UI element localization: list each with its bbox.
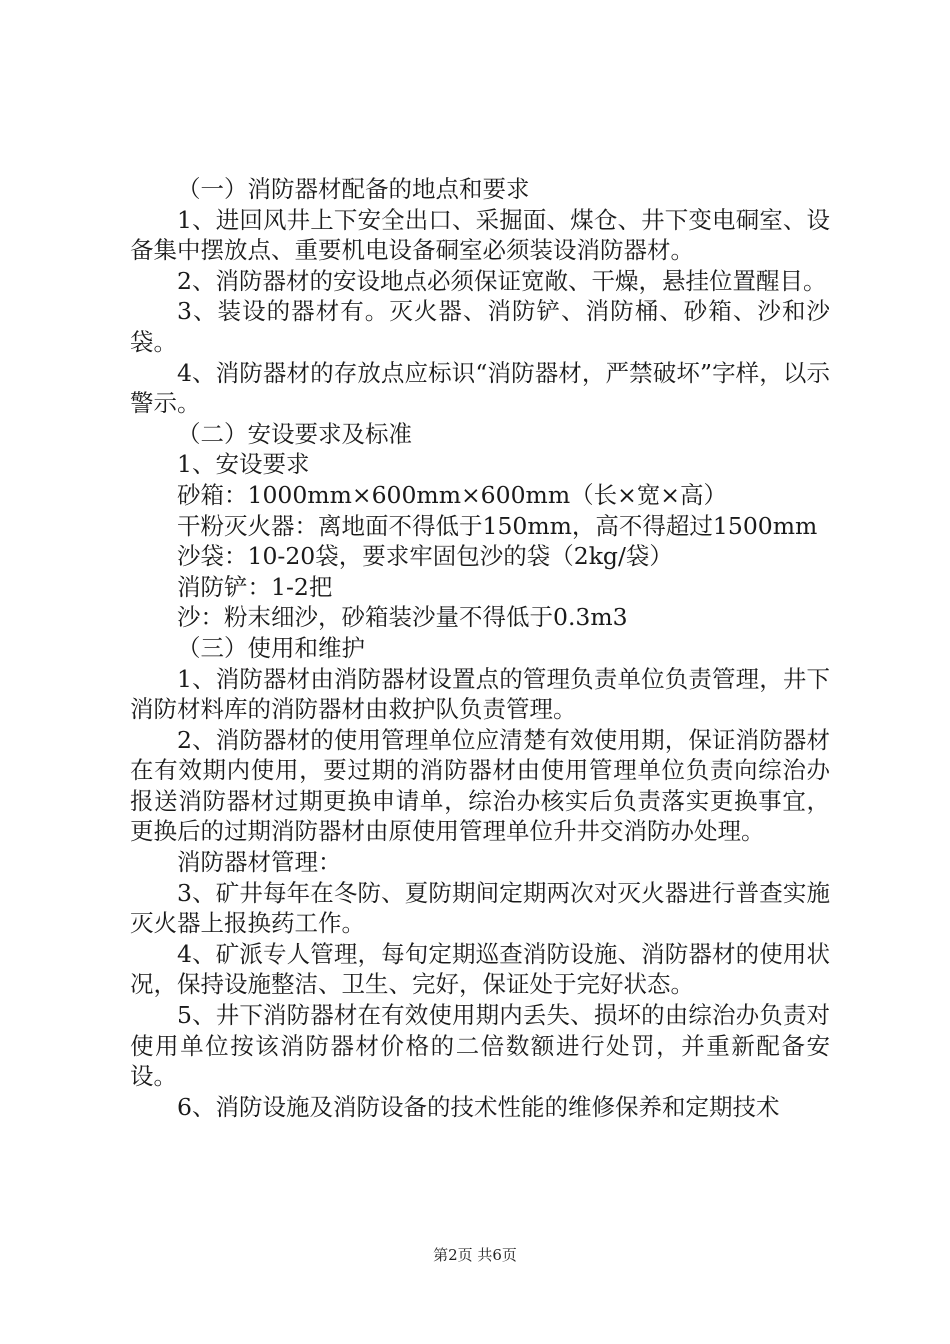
spec-line: 沙：粉末细沙，砂箱装沙量不得低于0.3m3 bbox=[177, 603, 628, 632]
page-footer: 第2页 共6页 bbox=[433, 1246, 517, 1264]
paragraph: 3、装设的器材有。灭火器、消防铲、消防桶、砂箱、沙和沙袋。 bbox=[130, 297, 830, 356]
paragraph: 1、消防器材由消防器材设置点的管理负责单位负责管理，井下消防材料库的消防器材由救护队负责管理。 bbox=[130, 664, 830, 724]
paragraph: 6、消防设施及消防设备的技术性能的维修保养和定期技术 bbox=[177, 1092, 780, 1121]
subheading: 消防器材管理： bbox=[177, 848, 342, 877]
paragraph: 2、消防器材的使用管理单位应清楚有效使用期，保证消防器材在有效期内使用，要过期的消防器材由使用管理单位负责向综治办报送消防器材过期更换申请单，综治办核实后负责落实更换事宜，更换后的过期消防器材由原使用管理单位升井交消防办处理。 bbox=[130, 725, 830, 846]
section-heading-2: （二）安设要求及标准 bbox=[177, 419, 412, 448]
spec-line: 沙袋：10-20袋，要求牢固包沙的袋（2kg/袋） bbox=[177, 542, 673, 571]
paragraph: 3、矿井每年在冬防、夏防期间定期两次对灭火器进行普查实施灭火器上报换药工作。 bbox=[130, 878, 830, 938]
section-heading-3: （三）使用和维护 bbox=[177, 633, 365, 662]
paragraph: 5、井下消防器材在有效使用期内丢失、损坏的由综治办负责对使用单位按该消防器材价格的二倍数额进行处罚，并重新配备安设。 bbox=[130, 1001, 830, 1091]
paragraph: 4、消防器材的存放点应标识“消防器材，严禁破坏”字样，以示警示。 bbox=[130, 358, 830, 418]
spec-line: 砂箱：1000mm×600mm×600mm（长×宽×高） bbox=[177, 480, 727, 509]
paragraph: 1、进回风井上下安全出口、采掘面、煤仓、井下变电硐室、设备集中摆放点、重要机电设备硐室必须装设消防器材。 bbox=[130, 205, 830, 265]
section-heading-1: （一）消防器材配备的地点和要求 bbox=[177, 175, 530, 203]
spec-line: 干粉灭火器：离地面不得低于150mm，高不得超过1500mm bbox=[177, 511, 818, 540]
paragraph: 4、矿派专人管理，每旬定期巡查消防设施、消防器材的使用状况，保持设施整洁、卫生、完好，保证处于完好状态。 bbox=[130, 939, 830, 999]
spec-line: 消防铲：1-2把 bbox=[177, 572, 333, 601]
paragraph: 1、安设要求 bbox=[177, 450, 310, 479]
paragraph: 2、消防器材的安设地点必须保证宽敞、干燥，悬挂位置醒目。 bbox=[177, 266, 827, 295]
document-body bbox=[130, 174, 830, 1122]
